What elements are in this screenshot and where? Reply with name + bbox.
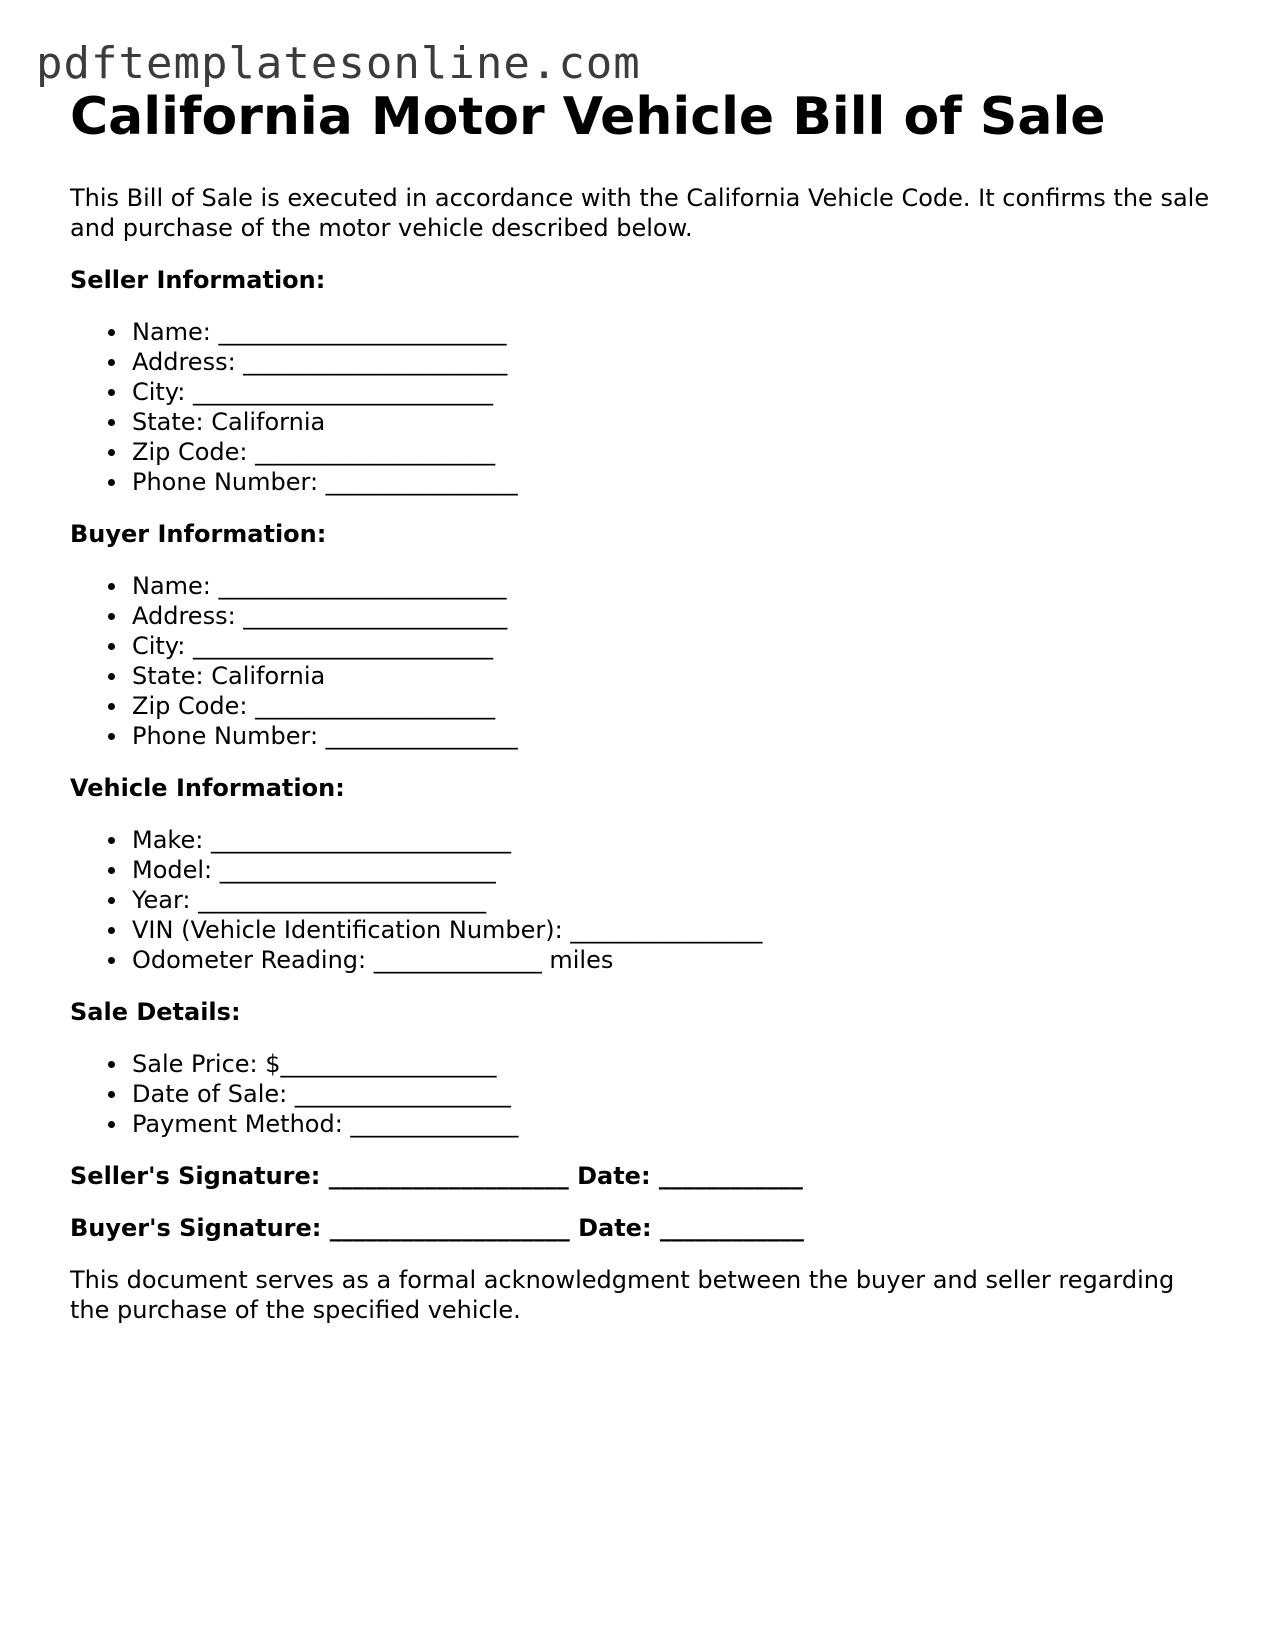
buyer-state-field: State: California xyxy=(132,661,1220,691)
payment-method-field: Payment Method: ______________ xyxy=(132,1109,1220,1139)
buyer-address-field: Address: ______________________ xyxy=(132,601,1220,631)
buyer-signature-line: Buyer's Signature: ____________________ Date: ____________ xyxy=(70,1214,804,1242)
seller-signature-line: Seller's Signature: ____________________ Date: ____________ xyxy=(70,1162,803,1190)
seller-zip-field: Zip Code: ____________________ xyxy=(132,437,1220,467)
sale-details-list xyxy=(70,1049,1220,1139)
sale-date-field: Date of Sale: __________________ xyxy=(132,1079,1220,1109)
vehicle-information-heading: Vehicle Information: xyxy=(70,774,345,802)
sale-price-field: Sale Price: $__________________ xyxy=(132,1049,1220,1079)
sale-details-heading: Sale Details: xyxy=(70,998,241,1026)
buyer-city-field: City: _________________________ xyxy=(132,631,1220,661)
seller-information-list xyxy=(70,317,1220,497)
seller-name-field: Name: ________________________ xyxy=(132,317,1220,347)
watermark-text: pdftemplatesonline.com xyxy=(36,38,641,89)
vehicle-vin-field: VIN (Vehicle Identification Number): ________________ xyxy=(132,915,1220,945)
seller-address-field: Address: ______________________ xyxy=(132,347,1220,377)
vehicle-year-field: Year: ________________________ xyxy=(132,885,1220,915)
vehicle-make-field: Make: _________________________ xyxy=(132,825,1220,855)
buyer-information-heading: Buyer Information: xyxy=(70,520,327,548)
seller-city-field: City: _________________________ xyxy=(132,377,1220,407)
buyer-phone-field: Phone Number: ________________ xyxy=(132,721,1220,751)
buyer-information-list xyxy=(70,571,1220,751)
page-title: California Motor Vehicle Bill of Sale xyxy=(70,87,1106,147)
seller-phone-field: Phone Number: ________________ xyxy=(132,467,1220,497)
seller-state-field: State: California xyxy=(132,407,1220,437)
intro-paragraph: This Bill of Sale is executed in accordance with the California Vehicle Code. It confirms the sale and purchase of the motor vehicle described below. xyxy=(70,184,1210,242)
vehicle-information-list xyxy=(70,825,1220,975)
document-body xyxy=(70,183,1220,1325)
closing-paragraph: This document serves as a formal acknowledgment between the buyer and seller regarding the purchase of the specified vehicle. xyxy=(70,1266,1175,1324)
buyer-zip-field: Zip Code: ____________________ xyxy=(132,691,1220,721)
seller-information-heading: Seller Information: xyxy=(70,266,326,294)
vehicle-model-field: Model: _______________________ xyxy=(132,855,1220,885)
buyer-name-field: Name: ________________________ xyxy=(132,571,1220,601)
vehicle-odometer-field: Odometer Reading: ______________ miles xyxy=(132,945,1220,975)
